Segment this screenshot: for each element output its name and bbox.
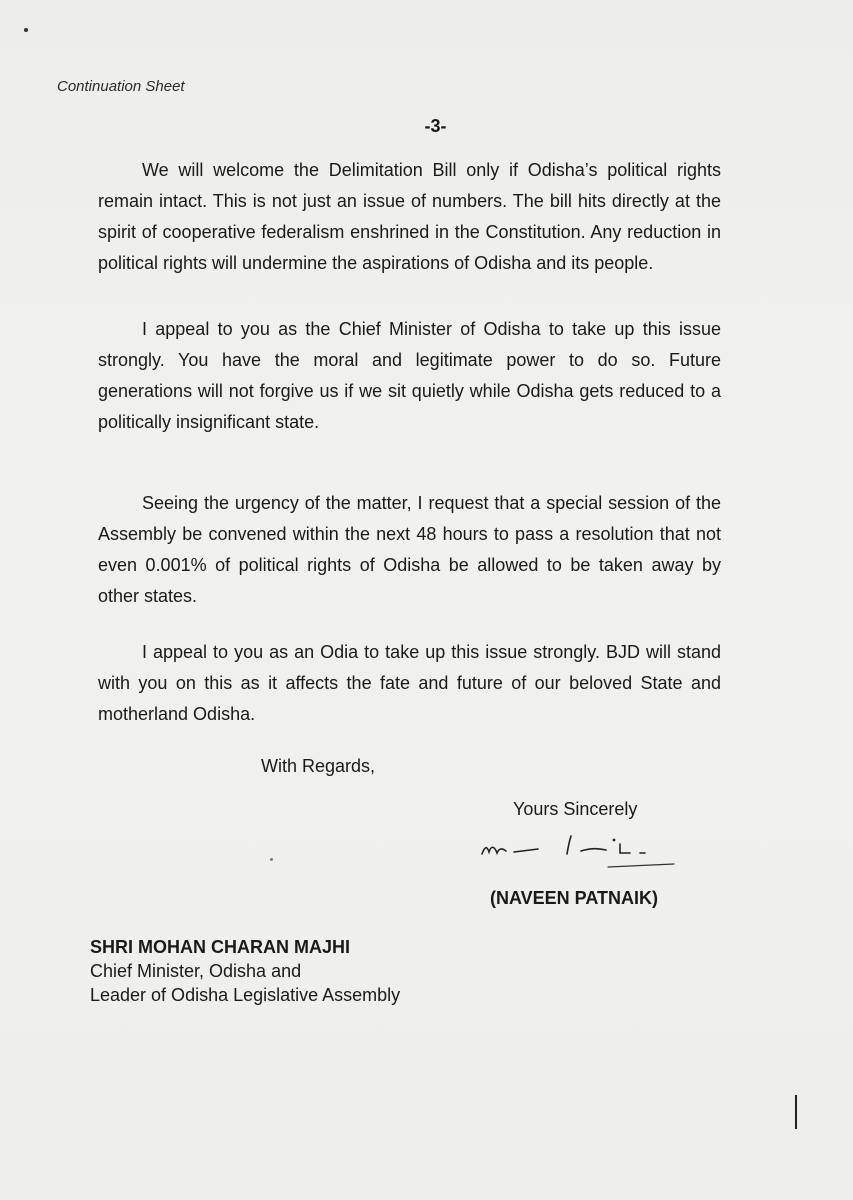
recipient-block — [90, 935, 400, 1007]
paper-speck — [270, 858, 273, 861]
body-paragraph: Seeing the urgency of the matter, I request that a special session of the Assembly be convened within the next 48 hours to pass a resolution that not even 0.001% of political rights of Odisha be allowed to be taken away by other states. — [98, 493, 721, 606]
continuation-sheet-label: Continuation Sheet — [57, 78, 185, 95]
edge-mark — [795, 1095, 797, 1129]
closing-line: Yours Sincerely — [513, 799, 638, 819]
body-paragraph: I appeal to you as an Odia to take up this issue strongly. BJD will stand with you on this as it affects the fate and future of our beloved State and motherland Odisha. — [98, 642, 721, 724]
signatory-name: (NAVEEN PATNAIK) — [490, 888, 658, 908]
paper-speck — [24, 28, 28, 32]
recipient-title: Chief Minister, Odisha and — [90, 961, 302, 981]
regards-line: With Regards, — [261, 756, 376, 776]
recipient-title: Leader of Odisha Legislative Assembly — [90, 985, 401, 1005]
recipient-name: SHRI MOHAN CHARAN MAJHI — [90, 937, 350, 957]
body-paragraph: I appeal to you as the Chief Minister of Odisha to take up this issue strongly. You have the moral and legitimate power to do so. Future generations will not forgive us if we sit quietly while Odisha gets reduced to a politically insignificant state. — [98, 319, 721, 432]
handwritten-signature — [478, 822, 683, 874]
page-number: -3- — [424, 116, 447, 136]
body-paragraph: We will welcome the Delimitation Bill only if Odisha’s political rights remain intact. This is not just an issue of numbers. The bill hits directly at the spirit of cooperative federalism enshrined in the Constitution. Any reduction in political rights will undermine the aspirations of Odisha and its people. — [98, 160, 721, 273]
